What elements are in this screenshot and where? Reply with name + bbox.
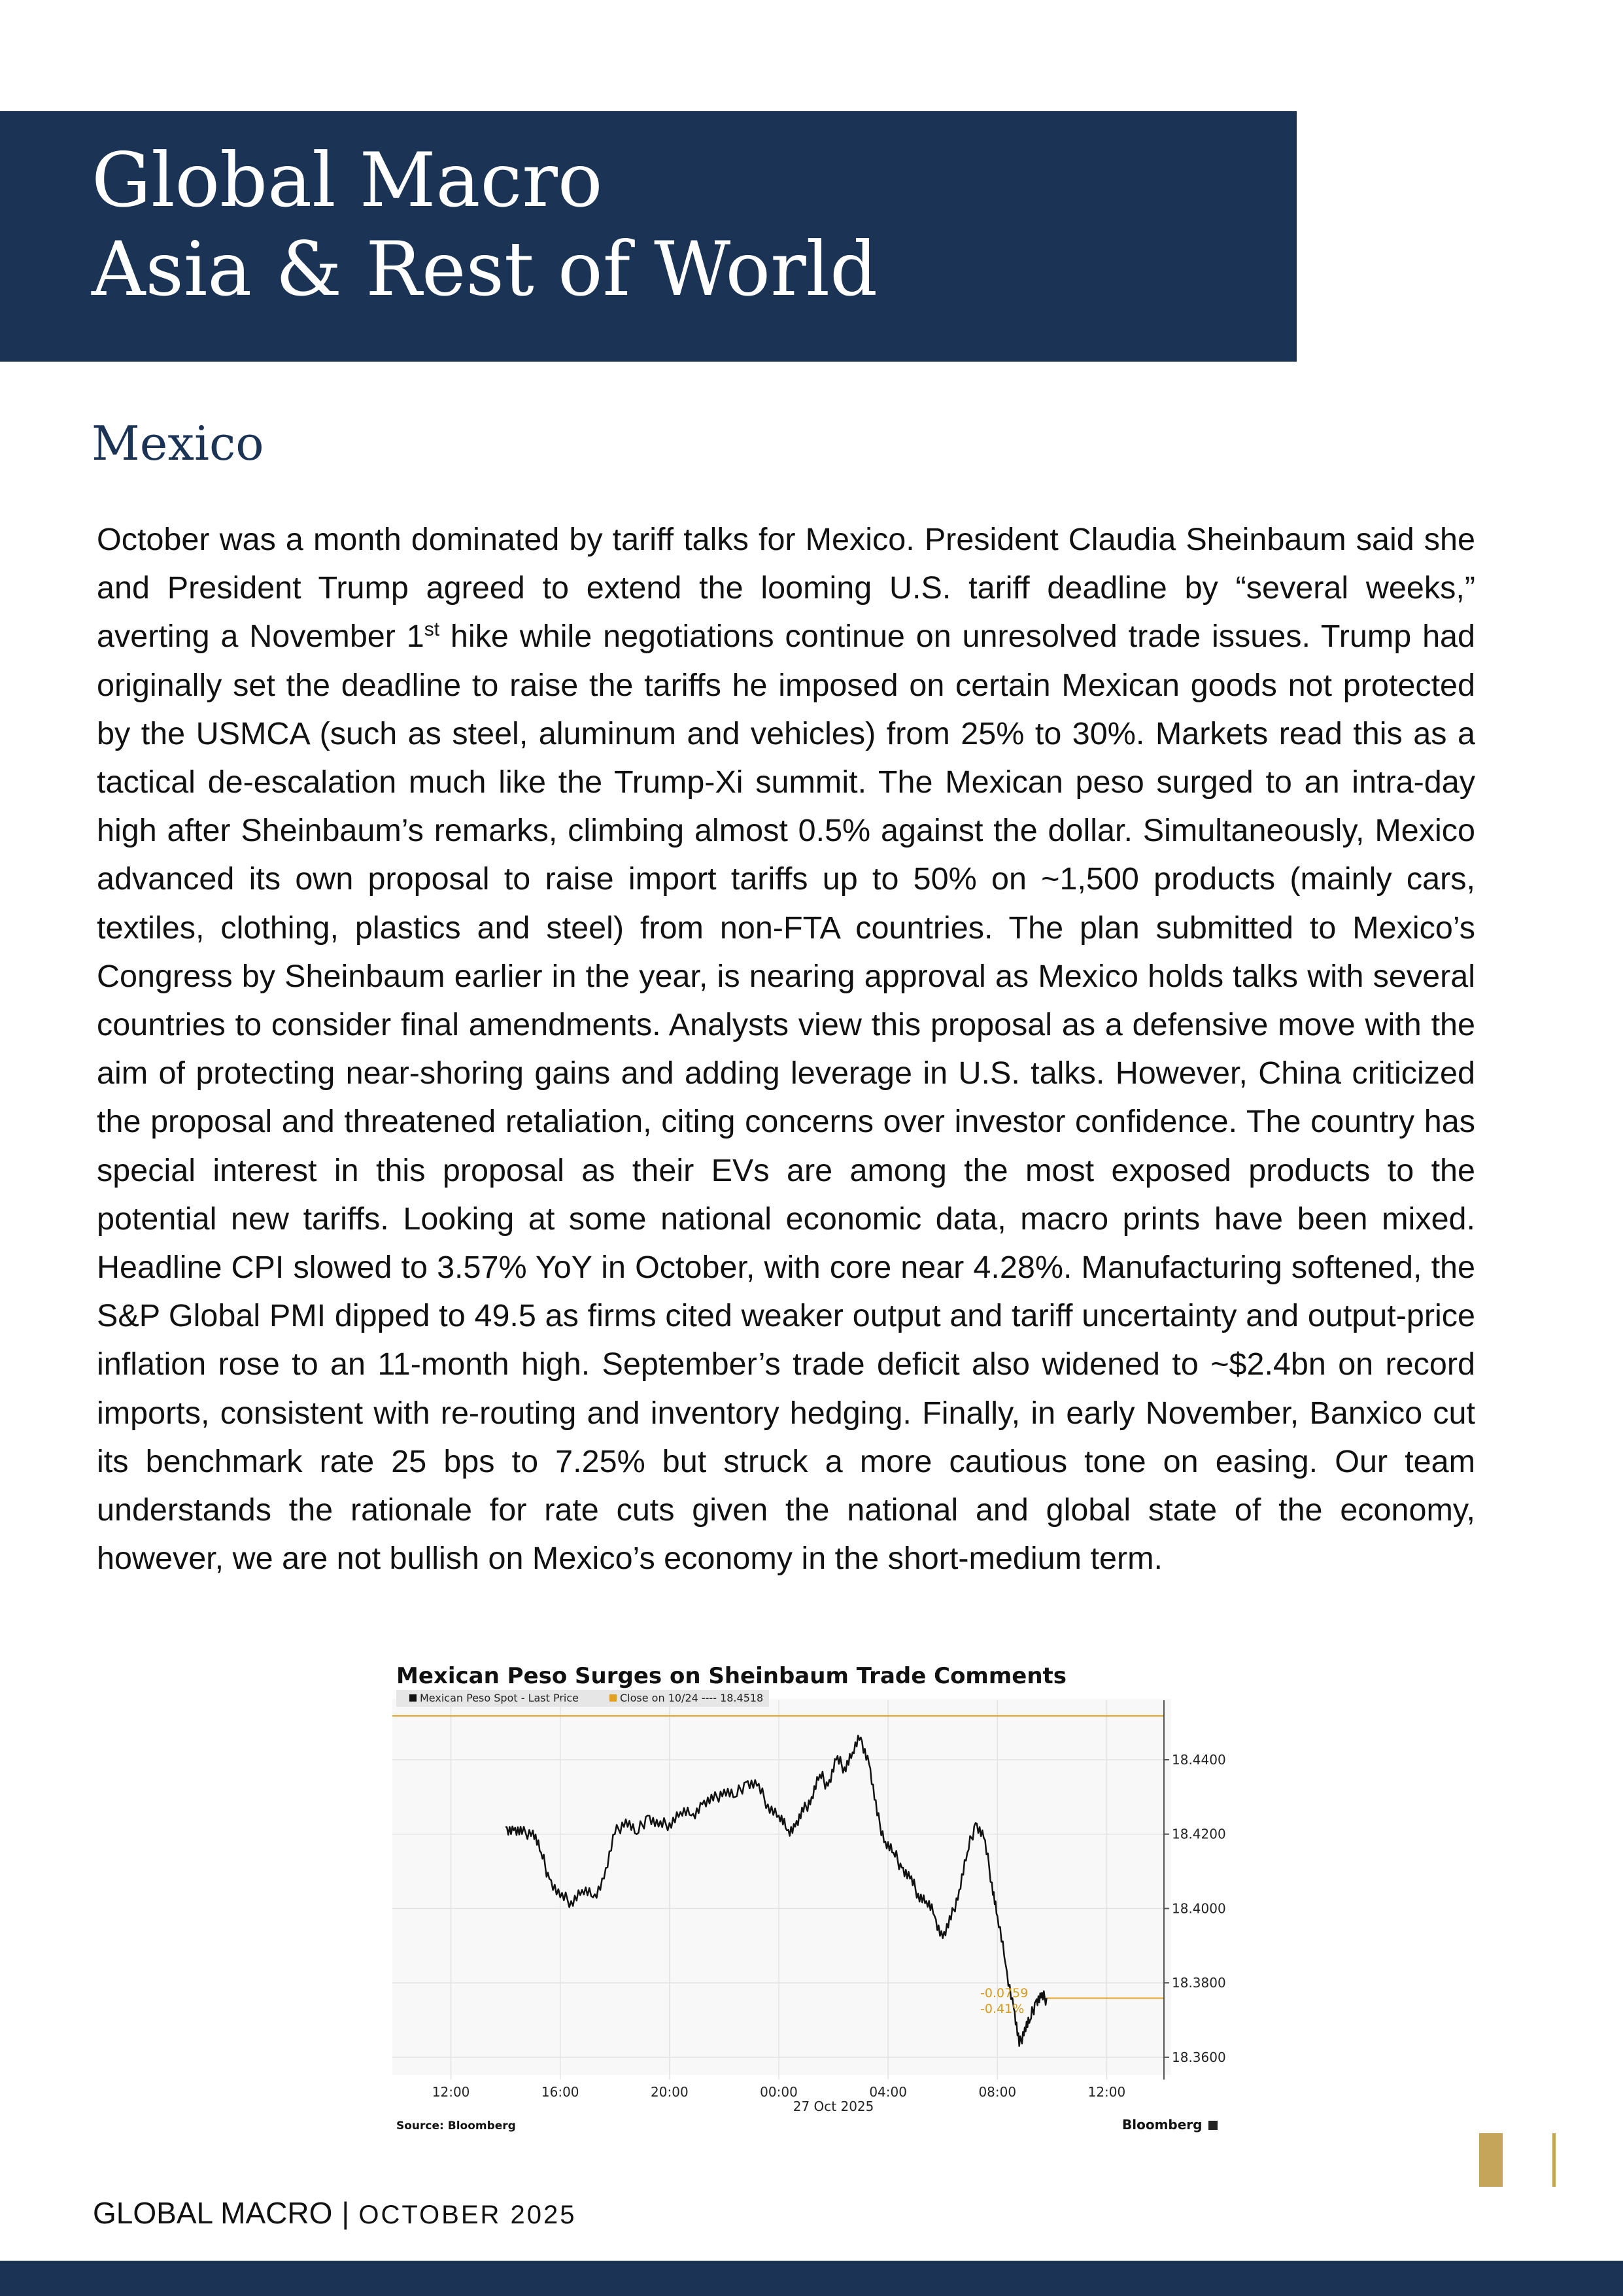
legend-swatch-peso xyxy=(409,1694,417,1702)
page-title xyxy=(92,136,878,314)
y-tick-label: 18.3600 xyxy=(1172,2049,1226,2065)
plot-area xyxy=(392,1699,1171,2075)
legend-swatch-close xyxy=(609,1694,617,1702)
x-tick-label: 08:00 xyxy=(978,2084,1017,2100)
y-tick-label: 18.4000 xyxy=(1172,1900,1226,1917)
footer-label xyxy=(93,2195,577,2231)
x-tick-label: 16:00 xyxy=(541,2084,579,2100)
bloomberg-logo-icon xyxy=(1208,2121,1218,2130)
change-value-label: -0.0759 xyxy=(980,1986,1029,2000)
change-percent-label: -0.41% xyxy=(980,2002,1025,2016)
footer-separator: | xyxy=(341,2196,350,2230)
x-tick-label: 04:00 xyxy=(869,2084,907,2100)
footer-date: OCTOBER 2025 xyxy=(358,2201,577,2229)
bottom-bar xyxy=(0,2261,1623,2296)
title-line-2: Asia & Rest of World xyxy=(92,226,878,313)
chart-title: Mexican Peso Surges on Sheinbaum Trade Comments xyxy=(396,1663,1067,1689)
legend-label-peso: Mexican Peso Spot - Last Price xyxy=(420,1692,579,1704)
x-tick-label: 12:00 xyxy=(1087,2084,1126,2100)
section-title: Mexico xyxy=(92,416,264,471)
peso-chart xyxy=(383,1661,1233,2142)
footer-gold-line xyxy=(1552,2133,1556,2187)
legend-label-close: Close on 10/24 ---- 18.4518 xyxy=(620,1692,764,1704)
x-tick-label: 20:00 xyxy=(651,2084,689,2100)
bloomberg-logo: Bloomberg xyxy=(1122,2117,1203,2133)
body-paragraph xyxy=(97,515,1475,1583)
title-line-1: Global Macro xyxy=(92,137,603,224)
x-tick-label: 00:00 xyxy=(760,2084,798,2100)
body-text-rest: hike while negotiations continue on unresolved trade issues. Trump had originally set the deadline to raise the tariffs he imposed on certain Mexican goods not protected by the USMCA (such as steel, aluminum and vehicles) from 25% to 30%. Markets read this as a tactical de-escalation much like the Trump-Xi summit. The Mexican peso surged to an intra-day high after Sheinbaum’s remarks, climbing almost 0.5% against the dollar. Simultaneously, Mexico advanced its own proposal to raise import tariffs up to 50% on ~1,500 products (mainly cars, textiles, clothing, plastics and steel) from non-FTA countries. The plan submitted to Mexico’s Congress by Sheinbaum earlier in the year, is nearing approval as Mexico holds talks with several countries to consider final amendments. Analysts view this proposal as a defensive move with the aim of protecting near-shoring gains and adding leverage in U.S. talks. However, China criticized the proposal and threatened retaliation, citing concerns over investor confidence. The country has special interest in this proposal as their EVs are among the most exposed products to the potential new tariffs. Looking at some national economic data, macro prints have been mixed. Headline CPI slowed to 3.57% YoY in October, with core near 4.28%. Manufacturing softened, the S&P Global PMI dipped to 49.5 as firms cited weaker output and tariff uncertainty and output-price inflation rose to an 11-month high. September’s trade deficit also widened to ~$2.4bn on record imports, consistent with re-routing and inventory hedging. Finally, in early November, Banxico cut its benchmark rate 25 bps to 7.25% but struck a more cautious tone on easing. Our team understands the rationale for rate cuts given the national and global state of the economy, however, we are not bullish on Mexico’s economy in the short-medium term. xyxy=(97,619,1476,1577)
y-tick-label: 18.4200 xyxy=(1172,1826,1226,1842)
header-banner xyxy=(0,111,1297,362)
footer-gold-block xyxy=(1479,2133,1503,2187)
y-tick-label: 18.3800 xyxy=(1172,1975,1226,1991)
chart-source: Source: Bloomberg xyxy=(396,2119,516,2133)
footer-publication: GLOBAL MACRO xyxy=(93,2196,333,2230)
y-tick-label: 18.4400 xyxy=(1172,1751,1226,1768)
x-tick-label: 12:00 xyxy=(432,2084,470,2100)
body-text-start: October was a month dominated by tariff talks for Mexico. President Claudia Sheinbaum said she and President Trump agreed to extend the looming U.S. tariff deadline by “several weeks,” averting a November 1 xyxy=(97,522,1475,655)
x-axis-date-label: 27 Oct 2025 xyxy=(793,2099,874,2114)
superscript-st: st xyxy=(424,619,440,641)
